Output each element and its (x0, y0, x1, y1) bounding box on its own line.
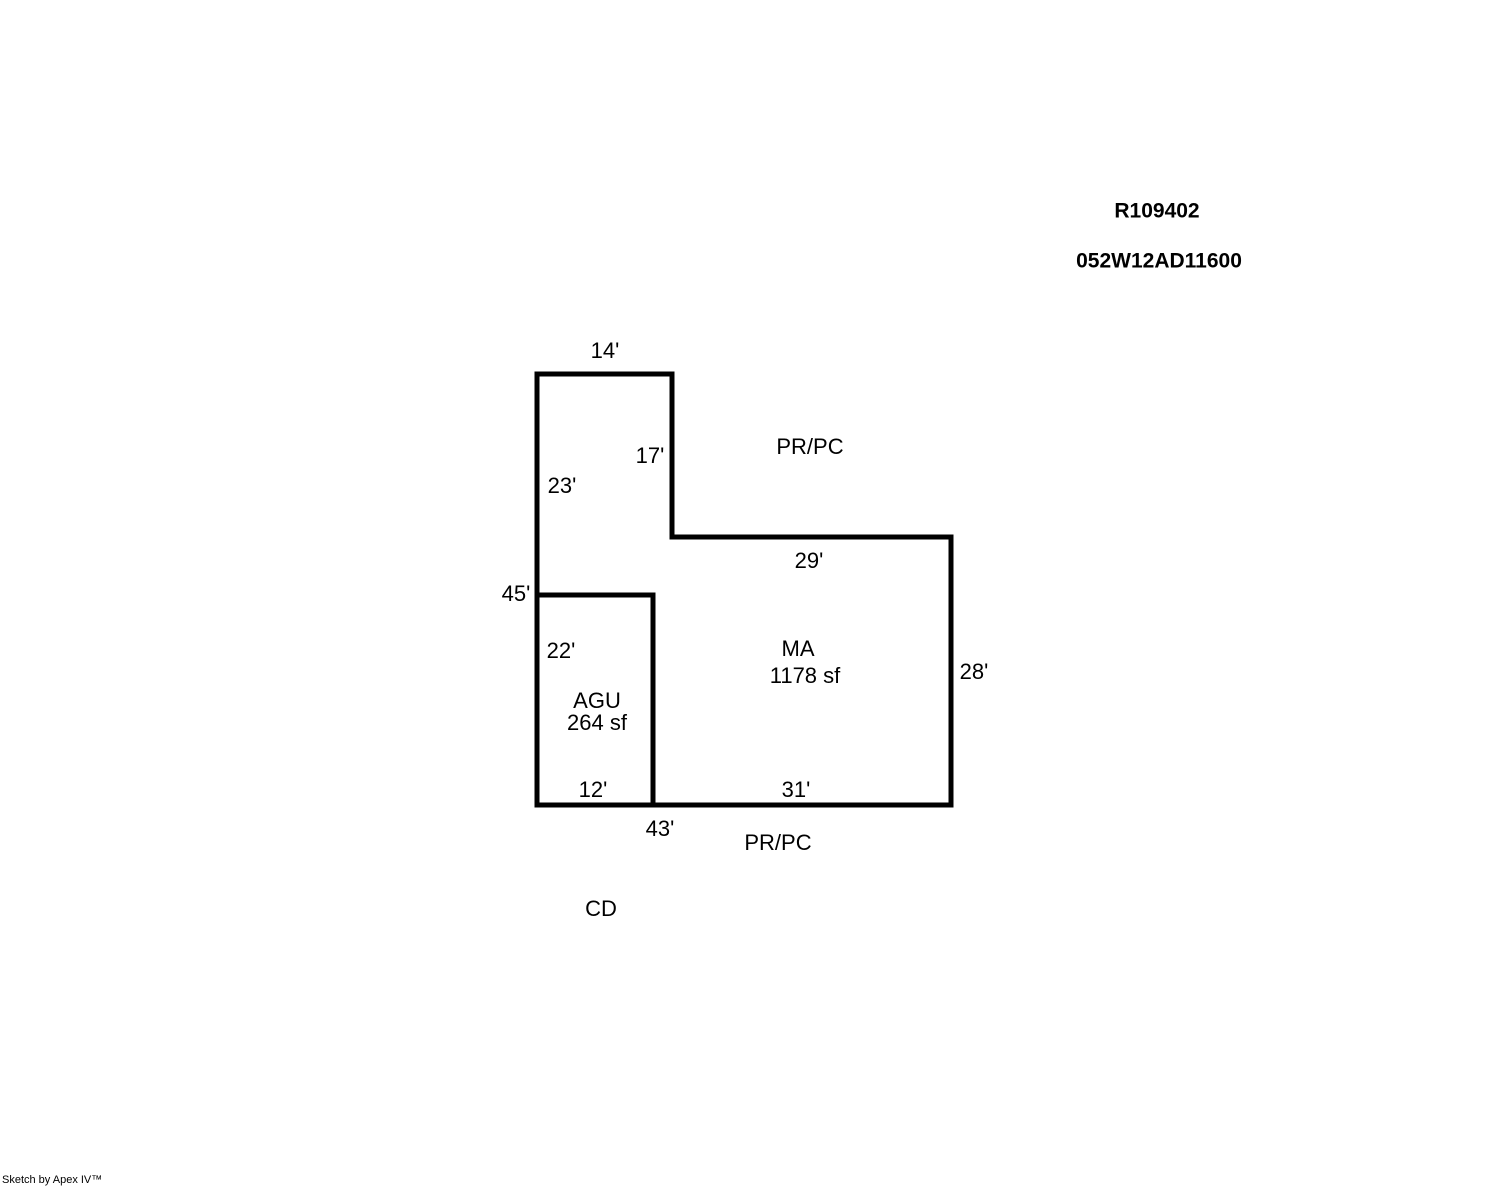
area-code-ma: MA (781, 636, 815, 661)
area-size-agu: 264 sf (567, 710, 627, 735)
zone-label-cd: CD (585, 896, 617, 921)
dim-inner-left-22: 22' (546, 638, 576, 663)
dim-left-total-45: 45' (501, 581, 531, 606)
dim-step-29: 29' (794, 548, 824, 573)
dim-top-14: 14' (590, 338, 620, 363)
dim-upper-left-23: 23' (547, 473, 577, 498)
area-code-agu: AGU (573, 688, 621, 713)
parcel-id: 052W12AD11600 (1076, 249, 1242, 273)
dim-inner-bottom-12: 12' (578, 777, 608, 802)
record-id: R109402 (1114, 199, 1200, 223)
dim-bottom-total-43: 43' (645, 816, 675, 841)
zone-label-upper-prpc: PR/PC (776, 434, 844, 459)
dim-bottom-right-31: 31' (781, 777, 811, 802)
dim-right-28: 28' (959, 659, 989, 684)
dim-upper-right-17: 17' (635, 443, 665, 468)
building-perimeter (537, 374, 951, 805)
sketch-credit: Sketch by Apex IV™ (2, 1174, 103, 1186)
area-size-ma: 1178 sf (769, 663, 841, 688)
zone-label-lower-prpc: PR/PC (744, 830, 812, 855)
